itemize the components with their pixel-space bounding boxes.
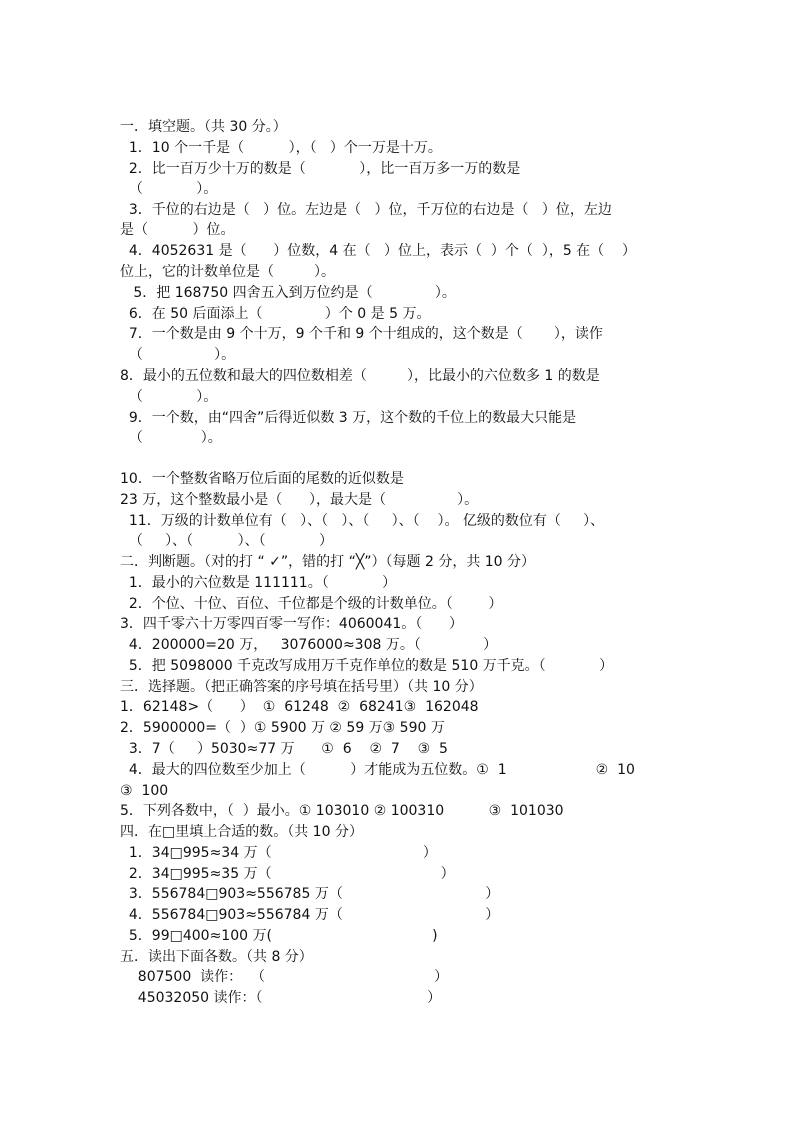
question-4-2: 2．34□995≈35 万（ ） <box>120 866 455 882</box>
question-3-4: 4．最大的四位数至少加上（ ）才能成为五位数。① 1 ② 10 <box>120 762 635 778</box>
question-1-4: 4．4052631 是（ ）位数，4 在（ ）位上，表示（ ）个（ ），5 在（ ） <box>120 243 636 259</box>
question-1-1: 1．10 个一千是（ ），（ ）个一万是十万。 <box>120 140 442 156</box>
question-1-3-cont: 是（ ）位。 <box>120 222 235 238</box>
question-2-5: 5．把 5098000 千克改写成用万千克作单位的数是 510 万千克。（ ） <box>120 658 614 674</box>
question-2-4: 4．200000=20 万， 3076000≈308 万。（ ） <box>120 637 498 653</box>
question-1-9: 9．一个数，由“四舍”后得近似数 3 万，这个数的千位上的数最大只能是 <box>120 410 577 426</box>
question-5-1: 807500 读作： （ ） <box>120 969 449 985</box>
question-4-4: 4．556784□903≈556784 万（ ） <box>120 907 500 923</box>
question-3-5: 5．下列各数中，（ ）最小。① 103010 ② 100310 ③ 101030 <box>120 803 564 819</box>
question-1-9-cont: （ ）。 <box>120 430 222 446</box>
question-1-7: 7．一个数是由 9 个十万，9 个千和 9 个十组成的，这个数是（ ），读作 <box>120 326 603 342</box>
section-5-heading: 五．读出下面各数。（共 8 分） <box>120 949 313 965</box>
question-5-2: 45032050 读作：（ ） <box>120 990 442 1006</box>
question-2-3: 3．四千零六十万零四百零一写作：4060041。（ ） <box>120 616 463 632</box>
question-1-6: 6．在 50 后面添上（ ）个 0 是 5 万。 <box>120 306 431 322</box>
section-2-heading: 二．判断题。（对的打 “ ✓”，错的打 “╳”）（每题 2 分，共 10 分） <box>120 554 536 570</box>
question-1-10: 10．一个整数省略万位后面的尾数的近似数是 <box>120 471 404 487</box>
question-1-3: 3．千位的右边是（ ）位。左边是（ ）位，千万位的右边是（ ）位，左边 <box>120 202 612 218</box>
section-3-heading: 三．选择题。（把正确答案的序号填在括号里）（共 10 分） <box>120 679 483 695</box>
question-3-4-cont: ③ 100 <box>120 783 169 799</box>
question-2-2: 2．个位、十位、百位、千位都是个级的计数单位。（ ） <box>120 596 503 612</box>
question-1-11: 11．万级的计数单位有（ ）、（ ）、（ ）、（ ）。 亿级的数位有（ ）、 <box>120 513 605 529</box>
question-1-2: 2．比一百万少十万的数是（ ），比一百万多一万的数是 <box>120 161 521 177</box>
section-1-heading: 一．填空题。（共 30 分。） <box>120 119 287 135</box>
question-1-5: 5．把 168750 四舍五入到万位约是（ ）。 <box>120 285 456 301</box>
question-1-4-cont: 位上，它的计数单位是（ ）。 <box>120 264 336 280</box>
section-4-heading: 四．在□里填上合适的数。（共 10 分） <box>120 824 363 840</box>
question-4-1: 1．34□995≈34 万（ ） <box>120 845 437 861</box>
question-3-2: 2．5900000=（ ）① 5900 万 ② 59 万③ 590 万 <box>120 720 445 736</box>
question-1-8: 8．最小的五位数和最大的四位数相差（ ），比最小的六位数多 1 的数是 <box>120 368 600 384</box>
question-3-3: 3．7（ ）5030≈77 万 ① 6 ② 7 ③ 5 <box>120 741 448 757</box>
question-1-11-cont: （ ）、（ ）、（ ） <box>120 533 334 549</box>
question-1-7-cont: （ ）。 <box>120 347 236 363</box>
question-4-5: 5．99□400≈100 万( ) <box>120 928 438 944</box>
question-1-10-cont: 23 万，这个整数最小是（ ），最大是（ ）。 <box>120 492 479 508</box>
question-1-8-cont: （ ）。 <box>120 389 218 405</box>
question-1-2-cont: （ ）。 <box>120 181 218 197</box>
question-4-3: 3．556784□903≈556785 万（ ） <box>120 886 500 902</box>
question-3-1: 1．62148>（ ） ① 61248 ② 68241③ 162048 <box>120 699 479 715</box>
question-2-1: 1．最小的六位数是 111111。（ ） <box>120 575 397 591</box>
